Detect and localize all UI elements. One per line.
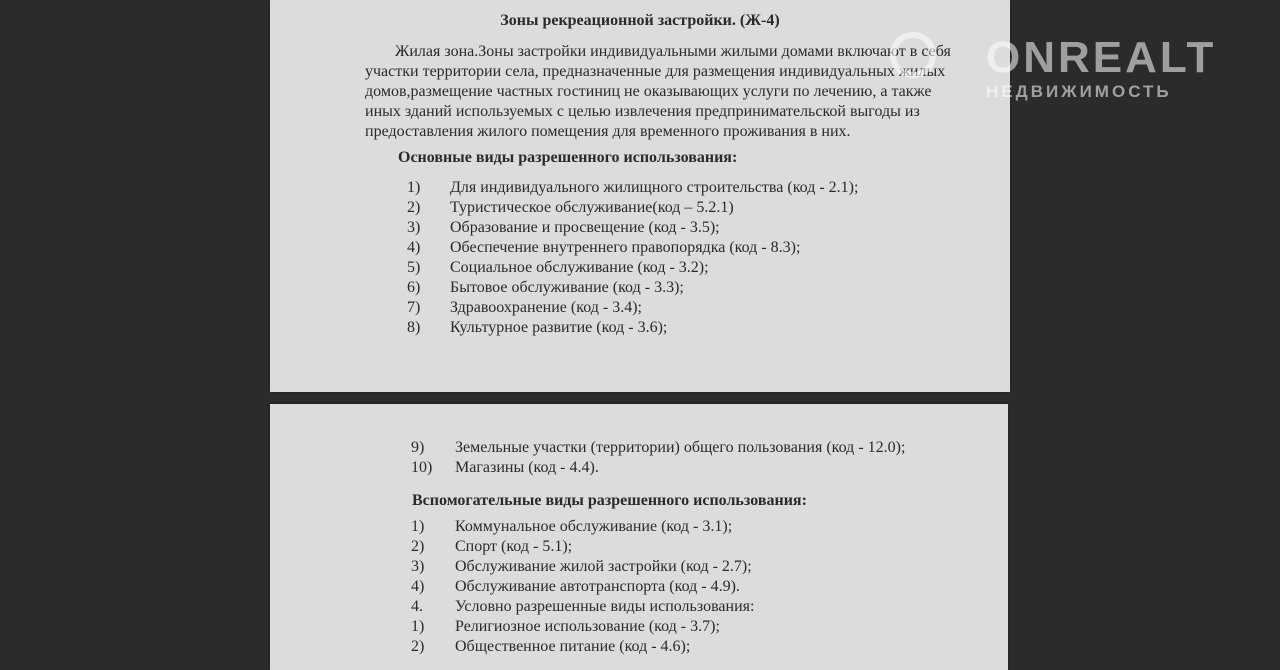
document-page-2: 9) Земельные участки (территории) общего пользования (код - 12.0); 10) Магазины (код - 4.4). Вспомогательные виды разрешенного использования: 1) Коммунальное обслуживание (код - 3.1); 2) Спорт (код - 5.1); 3) Обслуживание жилой застройки (код - 2.7); 4) Обслуживание автотранспорта (код - 4.9). 4. Условно разрешенные виды использования: 1) Религиозное использование (код - 3.7); 2) Общественное питание (код - 4.6); <box>270 404 1008 670</box>
document-page-1: Зоны рекреационной застройки. (Ж-4) Жилая зона.Зоны застройки индивидуальными жилыми домами включают в себя участки территории села, предназначенные для размещения индивидуальных жилых домов,размещение частных гостиниц не оказывающих услуги по лечению, а также иных зданий используемых с целью извлечения предпринимательской выгоды из предоставления жилого помещения для временного проживания в них. Основные виды разрешенного использования: 1) Для индивидуального жилищного строительства (код - 2.1); 2) Туристическое обслуживание(код – 5.2.1) 3) Образование и просвещение (код - 3.5); 4) Обеспечение внутреннего правопорядка (код - 8.3); 5) Социальное обслуживание (код - 3.2); 6) Бытовое обслуживание (код - 3.3); 7) Здравоохранение (код - 3.4); 8) Культурное развитие (код - 3.6); <box>270 0 1010 392</box>
document-title: Зоны рекреационной застройки. (Ж-4) <box>500 12 780 29</box>
watermark <box>890 28 1250 108</box>
auxiliary-uses-heading: Вспомогательные виды разрешенного использования: <box>412 492 807 509</box>
zone-description: Жилая зона.Зоны застройки индивидуальными жилыми домами включают в себя участки территории села, предназначенные для размещения индивидуальных жилых домов,размещение частных гостиниц не оказывающих услуги по лечению, а также иных зданий используемых с целью извлечения предпринимательской выгоды из предоставления жилого помещения для временного проживания в них. <box>365 43 951 140</box>
main-uses-heading: Основные виды разрешенного использования: <box>398 149 738 166</box>
watermark-subtitle: НЕДВИЖИМОСТЬ <box>986 82 1172 101</box>
watermark-brand: ONREALT <box>986 33 1217 82</box>
brand-logo-icon <box>890 32 936 78</box>
